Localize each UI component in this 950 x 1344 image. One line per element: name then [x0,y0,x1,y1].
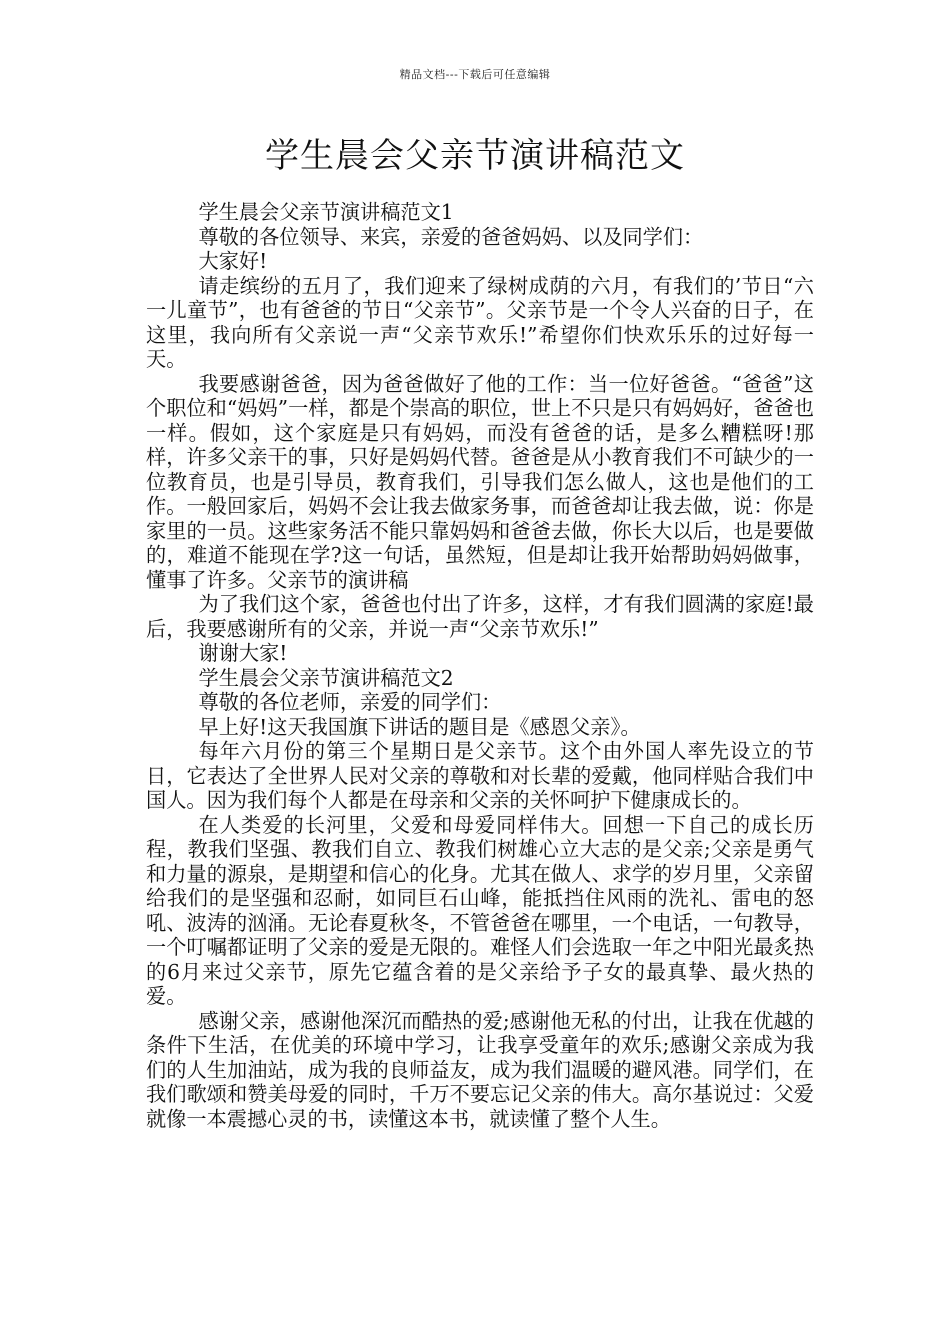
paragraph: 每年六月份的第三个星期日是父亲节。这个由外国人率先设立的节日，它表达了全世界人民对父亲的尊敬和对长辈的爱戴，他同样贴合我们中国人。因为我们每个人都是在母亲和父亲的关怀呵护下健康成长的。 [146,739,814,812]
paragraph: 在人类爱的长河里，父爱和母爱同样伟大。回想一下自己的成长历程，教我们坚强、教我们自立、教我们树雄心立大志的是父亲;父亲是勇气和力量的源泉，是期望和信心的化身。尤其在做人、求学的岁月里，父亲留给我们的是坚强和忍耐，如同巨石山峰，能抵挡住风雨的洗礼、雷电的怒吼、波涛的汹涌。无论春夏秋冬，不管爸爸在哪里，一个电话，一句教导，一个叮嘱都证明了父亲的爱是无限的。难怪人们会选取一年之中阳光最炙热的6月来过父亲节，原先它蕴含着的是父亲给予子女的最真挚、最火热的爱。 [146,812,814,1008]
header-note: 精品文档---下载后可任意编辑 [399,68,551,81]
paragraph: 请走缤纷的五月了，我们迎来了绿树成荫的六月，有我们的’节日“六一儿童节”，也有爸爸的节日“父亲节”。父亲节是一个令人兴奋的日子，在这里，我向所有父亲说一声“父亲节欢乐!”希望你们快欢乐乐的过好每一天。 [146,273,814,371]
paragraph: 尊敬的各位领导、来宾，亲爱的爸爸妈妈、以及同学们： [198,224,704,249]
paragraph: 大家好! [198,249,268,273]
document-body [146,200,814,1131]
document-title: 学生晨会父亲节演讲稿范文 [265,136,685,176]
paragraph: 尊敬的各位老师，亲爱的同学们： [198,690,502,714]
paragraph: 为了我们这个家，爸爸也付出了许多，这样，才有我们圆满的家庭!最后，我要感谢所有的父亲，并说一声“父亲节欢乐!” [146,592,814,641]
paragraph: 感谢父亲，感谢他深沉而酷热的爱;感谢他无私的付出，让我在优越的条件下生活，在优美的环境中学习，让我享受童年的欢乐;感谢父亲成为我们的人生加油站，成为我的良师益友，成为我们温暖的避风港。同学们，在我们歌颂和赞美母爱的同时，千万不要忘记父亲的伟大。高尔基说过：父爱就像一本震撼心灵的书，读懂这本书，就读懂了整个人生。 [146,1008,814,1131]
paragraph: 谢谢大家! [198,641,288,665]
paragraph: 学生晨会父亲节演讲稿范文2 [198,665,454,690]
paragraph: 学生晨会父亲节演讲稿范文1 [198,200,454,224]
paragraph: 我要感谢爸爸，因为爸爸做好了他的工作：当一位好爸爸。“爸爸”这个职位和“妈妈”一样，都是个崇高的职位，世上不只是只有妈妈好，爸爸也一样。假如，这个家庭是只有妈妈，而没有爸爸的话，是多么糟糕呀!那样，许多父亲干的事，只好是妈妈代替。爸爸是从小教育我们不可缺少的一位教育员，也是引导员，教育我们，引导我们怎么做人，这也是他们的工作。一般回家后，妈妈不会让我去做家务事，而爸爸却让我去做，说：你是家里的一员。这些家务活不能只靠妈妈和爸爸去做，你长大以后，也是要做的，难道不能现在学?这一句话，虽然短，但是却让我开始帮助妈妈做事，懂事了许多。父亲节的演讲稿 [146,371,814,592]
paragraph: 早上好!这天我国旗下讲话的题目是《感恩父亲》。 [198,714,641,739]
